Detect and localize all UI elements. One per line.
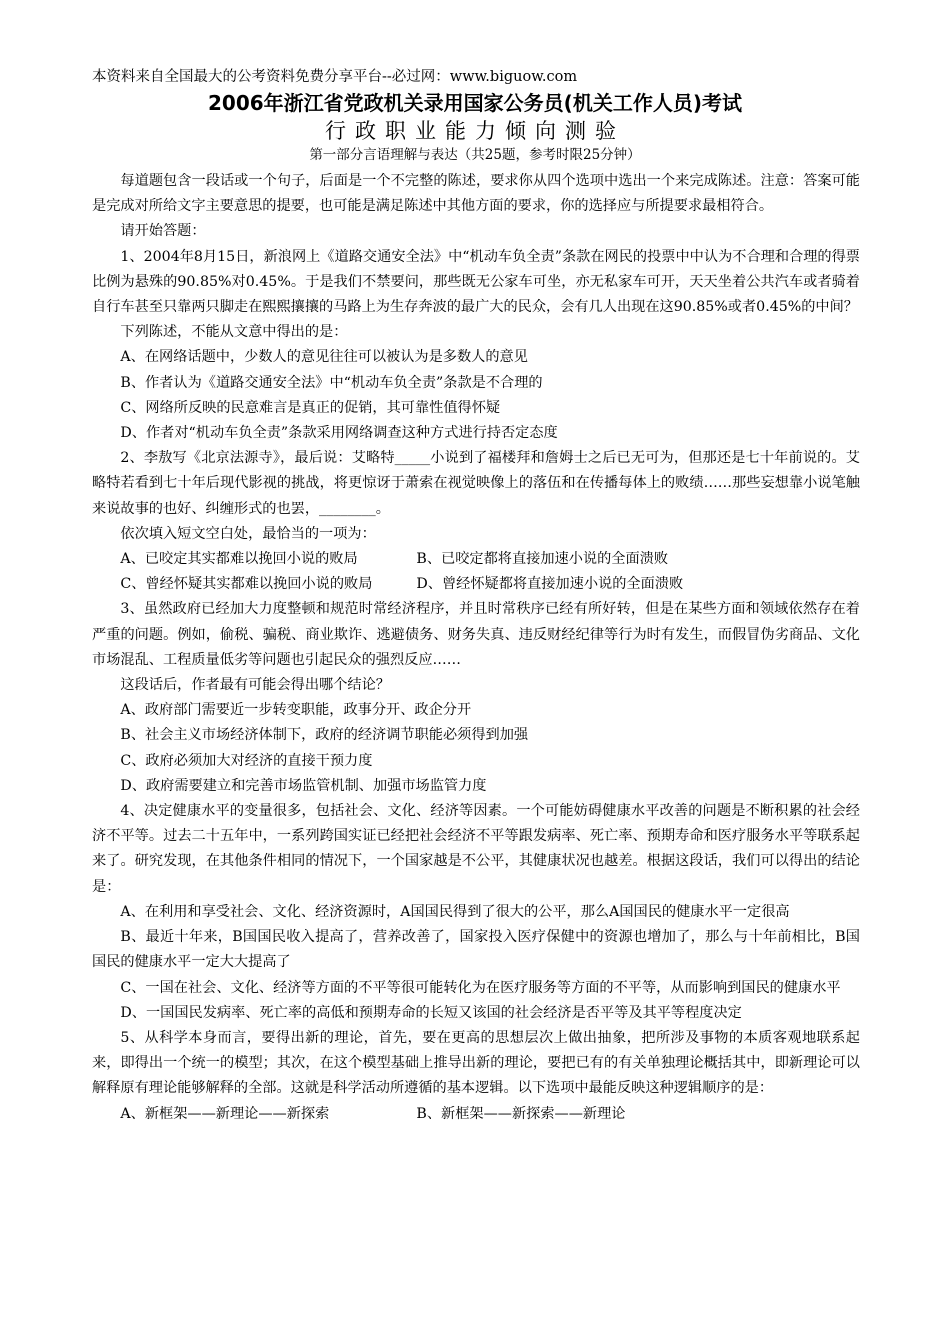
- option: C、政府必须加大对经济的直接干预力度: [120, 752, 373, 769]
- option-row: [92, 572, 860, 597]
- option: A、在网络话题中，少数人的意见往往可以被认为是多数人的意见: [120, 349, 528, 366]
- exam-subtitle: 行政职业能力倾向测验: [325, 119, 625, 143]
- option-row: [92, 547, 860, 572]
- option: A、在利用和享受社会、文化、经济资源时，A国国民得到了很大的公平，那么A国国民的健康水平一定很高: [120, 903, 790, 920]
- question-stem: 2、李敖写《北京法源寺》，最后说：艾略特_____小说到了福楼拜和詹姆士之后已无可为，但那还是七十年前说的。艾略特若看到七十年后现代影视的挑战，将更惊讶于萧索在视觉映像上的落伍和在传播每体上的败绩……那些妄想靠小说笔触来说故事的也好、纠缠形式的也罢，________。: [92, 450, 860, 517]
- option: A、已咬定其实都难以挽回小说的败局: [120, 551, 358, 568]
- option: D、一国国民发病率、死亡率的高低和预期寿命的长短又该国的社会经济是否平等及其平等程度决定: [120, 1004, 742, 1021]
- option: D、作者对“机动车负全责”条款采用网络调查这种方式进行持否定态度: [120, 425, 558, 442]
- option: B、作者认为《道路交通安全法》中“机动车负全责”条款是不合理的: [120, 374, 543, 391]
- question-prompt: 这段话后，作者最有可能会得出哪个结论？: [120, 677, 390, 694]
- option: B、新框架——新探索——新理论: [416, 1105, 626, 1122]
- exam-title: 2006年浙江省党政机关录用国家公务员(机关工作人员)考试: [208, 91, 742, 115]
- instructions: 每道题包含一段话或一个句子，后面是一个不完整的陈述，要求你从四个选项中选出一个来完成陈述。注意：答案可能是完成对所给文字主要意思的提要，也可能是满足陈述中其他方面的要求，你的选择应与所提要求最相符合。: [92, 173, 860, 215]
- option: A、政府部门需要近一步转变职能，政事分开、政企分开: [120, 702, 472, 719]
- start-prompt: 请开始答题：: [120, 223, 206, 240]
- document-body: [92, 169, 860, 1127]
- question-stem: 5、从科学本身而言，要得出新的理论，首先，要在更高的思想层次上做出抽象，把所涉及事物的本质客观地联系起来，即得出一个统一的模型；其次，在这个模型基础上推导出新的理论，要把已有的有关单独理论概括其中，即新理论可以解释原有理论能够解释的全部。这就是科学活动所遵循的基本逻辑。以下选项中最能反映这种逻辑顺序的是：: [92, 1029, 860, 1097]
- question-stem: 4、决定健康水平的变量很多，包括社会、文化、经济等因素。一个可能妨碍健康水平改善的问题是不断积累的社会经济不平等。过去二十五年中，一系列跨国实证已经把社会经济不平等跟发病率、死亡率、预期寿命和医疗服务水平等联系起来了。研究发现，在其他条件相同的情况下，一个国家越是不公平，其健康状况也越差。根据这段话，我们可以得出的结论是：: [92, 803, 860, 895]
- option-row: [92, 1102, 860, 1127]
- option: D、政府需要建立和完善市场监管机制、加强市场监管力度: [120, 777, 487, 794]
- question-prompt: 依次填入短文空白处，最恰当的一项为：: [120, 525, 376, 542]
- option: D、曾经怀疑都将直接加速小说的全面溃败: [416, 576, 684, 593]
- section-heading: 第一部分言语理解与表达（共25题，参考时限25分钟）: [309, 147, 641, 163]
- option: B、最近十年来，B国国民收入提高了，营养改善了，国家投入医疗保健中的资源也增加了，那么与十年前相比，B国国民的健康水平一定大大提高了: [92, 929, 860, 971]
- question-stem: 3、虽然政府已经加大力度整顿和规范时常经济程序，并且时常秩序已经有所好转，但是在某些方面和领域依然存在着严重的问题。例如，偷税、骗税、商业欺诈、逃避债务、财务失真、违反财经纪律等行为时有发生，而假冒伪劣商品、文化市场混乱、工程质量低劣等问题也引起民众的强烈反应……: [92, 601, 860, 668]
- option: B、已咬定都将直接加速小说的全面溃败: [416, 551, 669, 568]
- option: C、曾经怀疑其实都难以挽回小说的败局: [120, 576, 373, 593]
- question-stem: 1、2004年8月15日，新浪网上《道路交通安全法》中“机动车负全责”条款在网民的投票中中认为不合理和合理的得票比例为悬殊的90.85%对0.45%。于是我们不禁要问，那些既无公家车可坐，亦无私家车可开，天天坐着公共汽车或者骑着自行车甚至只靠两只脚走在熙熙攘攘的马路上为生存奔波的最广大的民众，会有几人出现在这90.85%或者0.45%的中间？: [92, 248, 860, 316]
- option: A、新框架——新理论——新探索: [120, 1105, 330, 1122]
- option: B、社会主义市场经济体制下，政府的经济调节职能必须得到加强: [120, 727, 529, 744]
- option: C、网络所反映的民意难言是真正的促销，其可靠性值得怀疑: [120, 399, 501, 416]
- option: C、一国在社会、文化、经济等方面的不平等很可能转化为在医疗服务等方面的不平等，从而影响到国民的健康水平: [120, 979, 841, 996]
- question-prompt: 下列陈述，不能从文意中得出的是：: [120, 324, 348, 341]
- source-note: 本资料来自全国最大的公考资料免费分享平台--必过网：www.biguow.com: [92, 69, 578, 85]
